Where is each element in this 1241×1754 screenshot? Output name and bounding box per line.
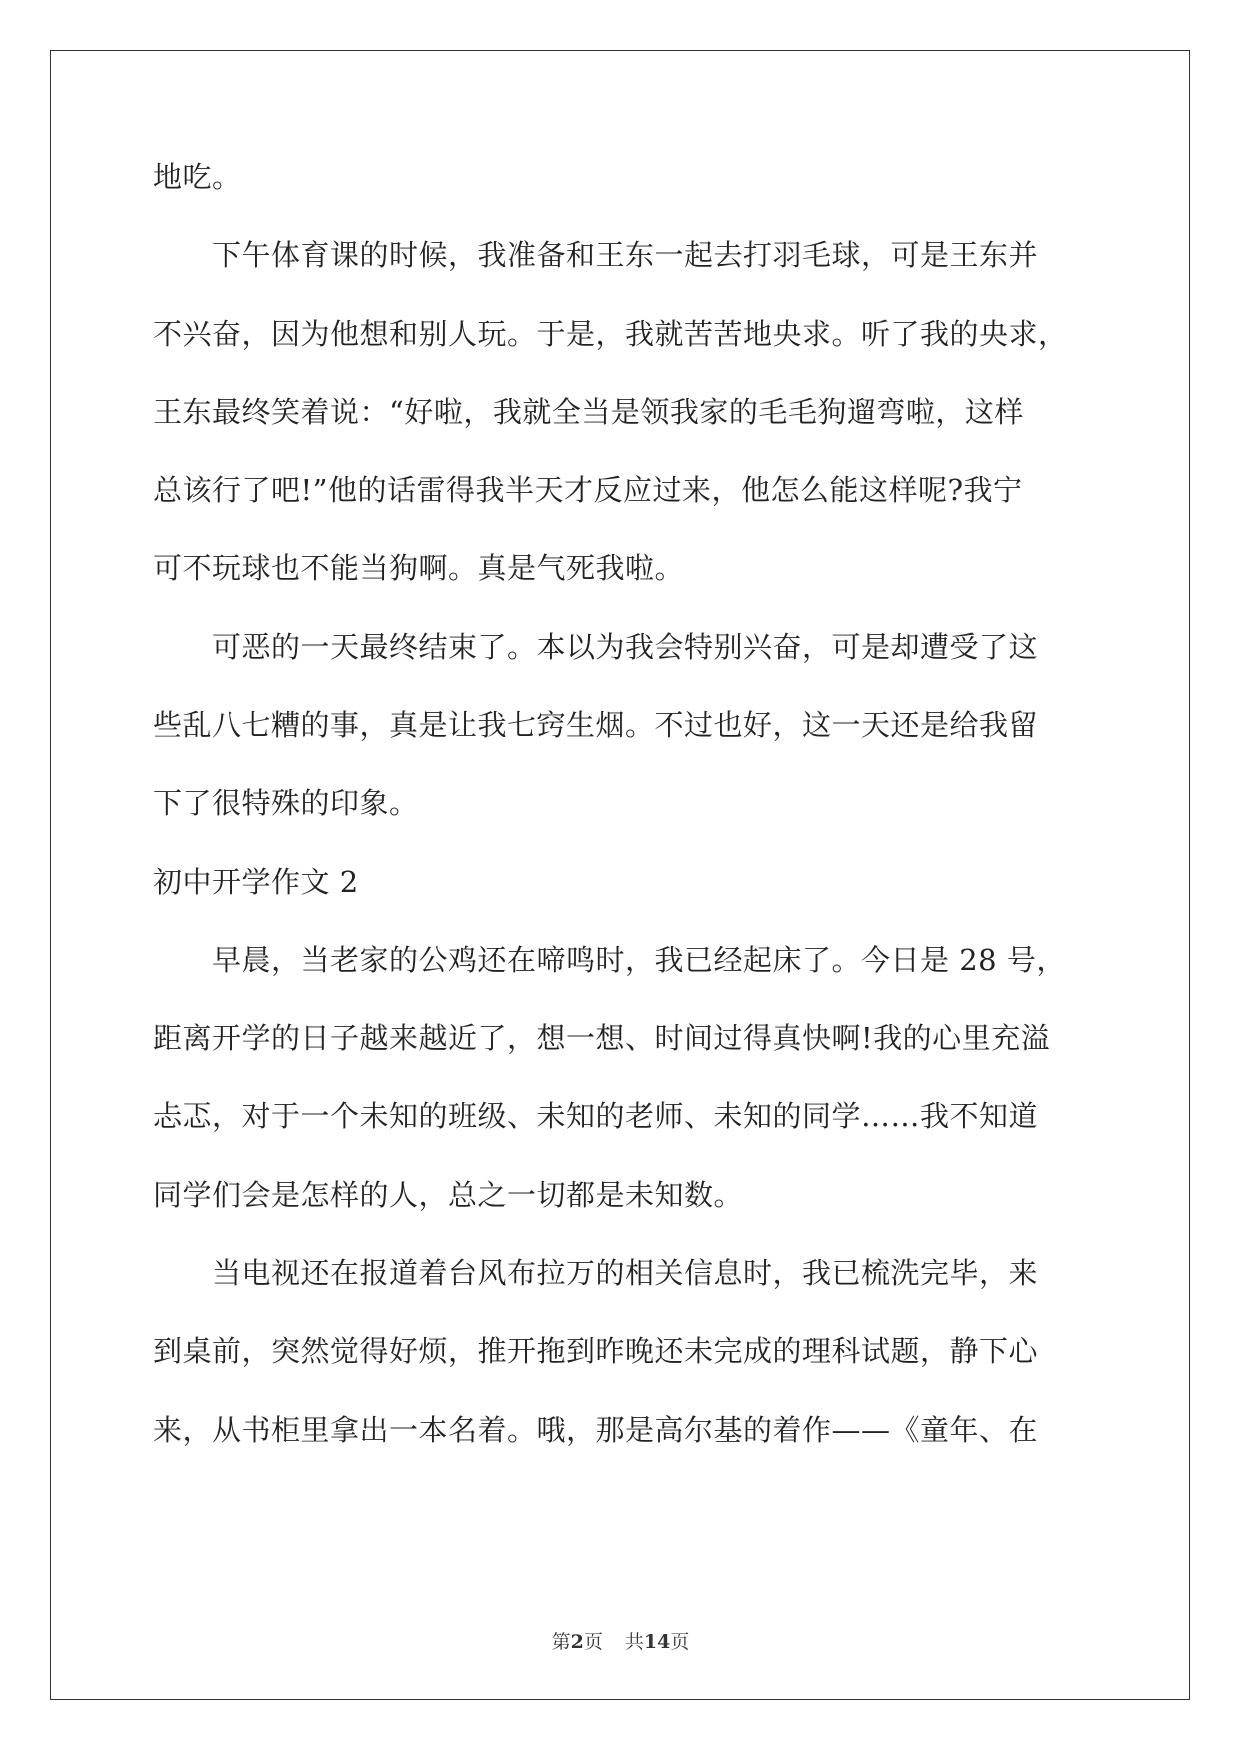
section-heading: 初中开学作文 2 [153, 865, 359, 899]
text-line: 王东最终笑着说：“好啦，我就全当是领我家的毛毛狗遛弯啦，这样 [153, 395, 1024, 429]
text-line: 些乱八七糟的事，真是让我七窍生烟。不过也好，这一天还是给我留 [153, 708, 1039, 742]
text-line: 不兴奋，因为他想和别人玩。于是，我就苦苦地央求。听了我的央求， [153, 317, 1068, 351]
text-line: 当电视还在报道着台风布拉万的相关信息时，我已梳洗完毕，来 [153, 1256, 1039, 1290]
text-line: 可恶的一天最终结束了。本以为我会特别兴奋，可是却遭受了这 [153, 630, 1039, 664]
page-number-label: 第2页 [551, 1631, 603, 1653]
text-line: 早晨，当老家的公鸡还在啼鸣时，我已经起床了。今日是 28 号， [153, 943, 1066, 977]
text-line: 忐忑，对于一个未知的班级、未知的老师、未知的同学……我不知道 [153, 1099, 1039, 1133]
text-line: 来，从书柜里拿出一本名着。哦，那是高尔基的着作——《童年、在 [153, 1413, 1039, 1447]
text-line: 距离开学的日子越来越近了，想一想、时间过得真快啊!我的心里充溢 [153, 1021, 1051, 1055]
text-line: 地吃。 [153, 160, 242, 194]
text-line: 下午体育课的时候，我准备和王东一起去打羽毛球，可是王东并 [153, 238, 1039, 272]
current-page-number: 2 [570, 1631, 584, 1653]
text-line: 可不玩球也不能当狗啊。真是气死我啦。 [153, 551, 685, 585]
page-footer [0, 1630, 1241, 1654]
text-line: 下了很特殊的印象。 [153, 786, 419, 820]
total-page-count: 14 [643, 1631, 671, 1653]
total-pages-label: 共14页 [624, 1631, 690, 1653]
text-line: 到桌前，突然觉得好烦，推开拖到昨晚还未完成的理科试题，静下心 [153, 1334, 1039, 1368]
text-line: 同学们会是怎样的人，总之一切都是未知数。 [153, 1178, 744, 1212]
text-line: 总该行了吧!”他的话雷得我半天才反应过来，他怎么能这样呢?我宁 [153, 473, 1023, 507]
